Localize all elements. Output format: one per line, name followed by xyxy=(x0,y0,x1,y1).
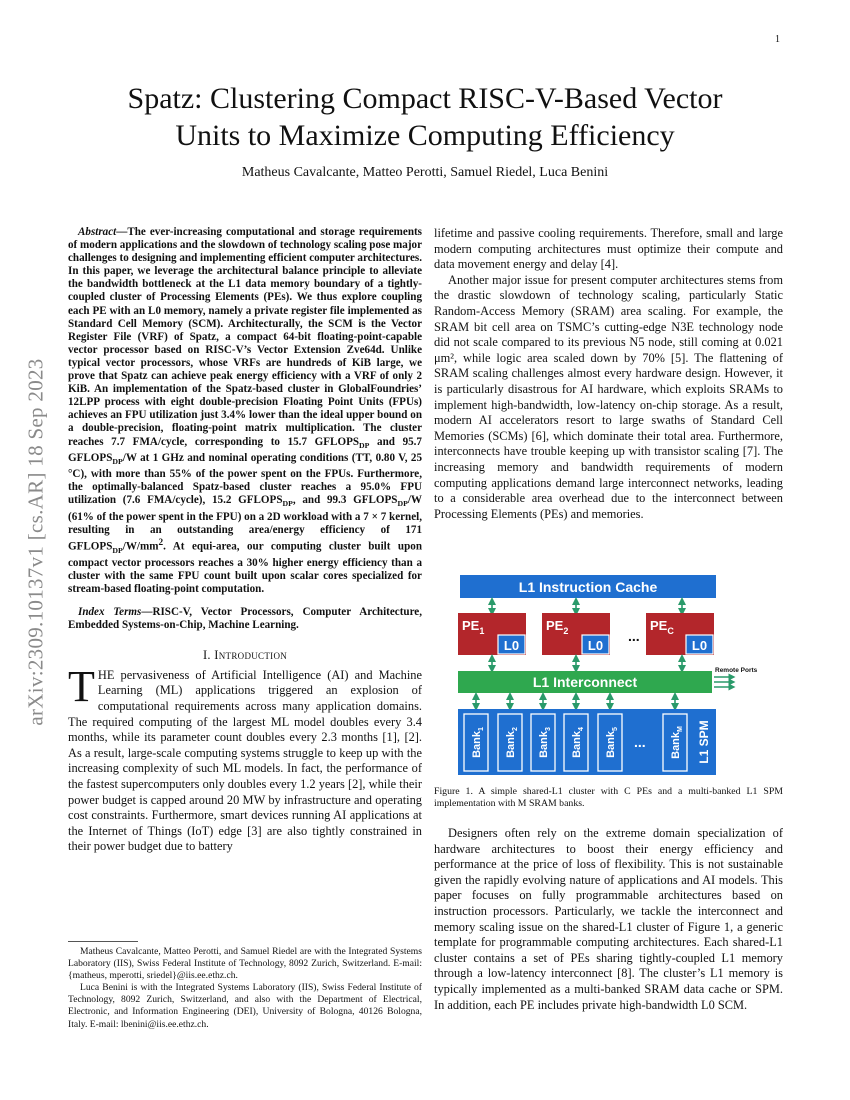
spm-label: L1 SPM xyxy=(697,720,711,764)
section-heading-introduction: I. Introduction xyxy=(202,648,288,663)
paragraph-3: Designers often rely on the extreme domain specialization of hardware architectures to boost their energy efficiency and performance at the price of loss of flexibility. This is not sustainable given the rapidly evolving nature of applications and AI models. This paper focuses on fully programmable architectures based on instruction processors. Particularly, we tackle the interconnect and memory scaling issue on the shared-L1 cluster of Figure 1, a generic template for programmable computing architectures. Each shared-L1 cluster contains a set of PEs sharing tightly-coupled L1 memory through a low-latency interconnect [8]. The cluster’s L1 memory is typically implemented as a multi-banked SRAM data cache or SPM. In addition, each PE includes private high-bandwidth L0 SCM. xyxy=(434,826,783,1012)
paragraph-1: lifetime and passive cooling requirements. Therefore, small and large modern computing architectures must optimize their compute and data movement energy and delay [4]. xyxy=(434,226,783,272)
abstract-text: The ever-increasing computational and storage requirements of modern applications and the slowdown of technology scaling pose major challenges to designing and implementing efficient computer architectures. In this paper, we leverage the architectural balance principle to alleviate the bandwidth bottleneck at the L1 data memory boundary of a tightly-coupled cluster of Processing Elements (PEs). We thus explore coupling each PE with an L0 memory, namely a private register file implemented as Standard Cell Memory (SCM). Architecturally, the SCM is the Vector Register File (VRF) of Spatz, a compact 64-bit floating-point-capable vector processor based on RISC-V’s Vector Extension Zve64d. Unlike typical vector processors, whose VRFs are hundreds of KiB large, we prove that Spatz can achieve peak energy efficiency with a VRF of only 2 KiB. An implementation of the Spatz-based cluster in GlobalFoundries’ 12LPP process with eight double-precision Floating Point Units (FPUs) achieves an FPU utilization just 3.4% lower than the ideal upper bound on a double-precision, floating-point matrix multiplication. The cluster reaches 7.7 FMA/cycle, corresponding to 15.7 GFLOPS xyxy=(68,226,422,448)
svg-text:PE2: $PE_2$ xyxy=(546,618,569,636)
page-number: 1 xyxy=(775,34,780,45)
interconnect-label: L1 Interconnect xyxy=(532,674,638,690)
pe-1-block xyxy=(458,613,526,655)
bank-label-m: Bank$_M$ xyxy=(670,726,684,759)
right-column xyxy=(434,226,783,522)
intro-paragraph xyxy=(68,661,422,855)
arxiv-identifier-text: arXiv:2309.10137v1 [cs.AR] 18 Sep 2023 xyxy=(23,358,48,726)
footnote-affiliation-1: Matheus Cavalcante, Matteo Perotti, and Samuel Riedel are with the Integrated Systems Laboratory (IIS), Swiss Federal Institute of Technology, 8092 Zurich, Switzerland. E-mail: {matheus, mperotti, sriedel}@iis.ee.ethz.ch. xyxy=(68,946,422,982)
index-terms: Index Terms—RISC-V, Vector Processors, Computer Architecture, Embedded Systems-on-Chip, Machine Learning. xyxy=(68,606,422,632)
bank-label-5: Bank$_5$ xyxy=(605,727,619,758)
title-line-1: Spatz: Clustering Compact RISC-V-Based Vector xyxy=(127,82,723,115)
instruction-cache-label: L1 Instruction Cache xyxy=(518,579,658,595)
paper-title xyxy=(60,80,790,154)
drop-cap: T xyxy=(68,661,95,711)
title-line-2: Units to Maximize Computing Efficiency xyxy=(175,119,675,152)
abstract: Abstract—The ever-increasing computational and storage requirements of modern applications and the slowdown of technology scaling pose major challenges to designing and implementing efficient computer architectures. In this paper, we leverage the architectural balance principle to alleviate the bandwidth bottleneck at the L1 data memory boundary of a tightly-coupled cluster of Processing Elements (PEs). We thus explore coupling each PE with an L0 memory, namely a private register file implemented as Standard Cell Memory (SCM). Architecturally, the SCM is the Vector Register File (VRF) of Spatz, a compact 64-bit floating-point-capable vector processor based on RISC-V’s Vector Extension Zve64d. Unlike typical vector processors, whose VRFs are hundreds of KiB large, we prove that Spatz can achieve peak energy efficiency with a VRF of only 2 KiB. An implementation of the Spatz-based cluster in GlobalFoundries’ 12LPP process with eight double-precision Floating Point Units (FPUs) achieves an FPU utilization just 3.4% lower than the ideal upper bound on a double-precision, floating-point matrix multiplication. The cluster reaches 7.7 FMA/cycle, corresponding to 15.7 $GFLOPS_{DP}$ and 95.7 $GFLOPS_{DP}/W$ at 1 GHz and nominal operating conditions (TT, 0.80 V, 25 °C), with more than 55% of the power spent on the FPUs. Furthermore, the optimally-balanced Spatz-based cluster reaches a 95.0% FPU utilization (7.6 FMA/cycle), 15.2 $GFLOPS_{DP}$, and 99.3 $GFLOPS_{DP}/W$ (61% of the power spent in the FPU) on a 2D workload with a 7 × 7 kernel, resulting in an outstanding area/energy efficiency of 171 $GFLOPS_{DP}/W/mm^2$. At equi-area, our computing cluster built upon compact vector processors reaches a 30% higher energy efficiency than a cluster with the same FPU count built upon scalar cores specialized for stream-based floating-point computation. xyxy=(68,226,423,595)
svg-text:PEC: $PE_C$ xyxy=(650,618,674,636)
pe-2-block xyxy=(542,613,610,655)
index-terms-text: RISC-V, Vector Processors, Computer Architecture, Embedded Systems-on-Chip, Machine Learning. xyxy=(68,606,422,632)
pe-ellipsis: ... xyxy=(628,628,640,644)
footnote-affiliation-2: Luca Benini is with the Integrated Systems Laboratory (IIS), Swiss Federal Institute of Technology, 8092 Zurich, Switzerland, and also with the Department of Electrical, Electronic, and Information Engineering (DEI), University of Bologna, 40126 Bologna, Italy. E-mail: lbenini@iis.ee.ethz.ch. xyxy=(68,982,422,1030)
author-list: Matheus Cavalcante, Matteo Perotti, Samuel Riedel, Luca Benini xyxy=(241,165,609,180)
svg-text:PE1: $PE_1$ xyxy=(462,618,485,636)
bank-label-2: Bank$_2$ xyxy=(505,727,519,758)
bank-label-1: Bank$_1$ xyxy=(471,727,485,758)
bank-label-3: Bank$_3$ xyxy=(538,727,552,758)
paragraph-2: Another major issue for present computer architectures stems from the drastic slowdown of technology scaling, particularly Static Random-Access Memory (SRAM) area scaling. For example, the SRAM bit cell area on TSMC’s cutting-edge N3E technology node did not scale compared to its previous N5 node, still coming at 0.021 μm², while logic area scaled down by 70% [5]. The flattening of SRAM scaling challenges almost every hardware design. However, it is particularly disastrous for AI hardware, which exploits SRAMs to implement high-bandwidth, low-latency on-chip storage. As a result, modern AI accelerators resort to large swaths of Standard Cell Memories (SCMs) [6], which dominate their total area. Furthermore, interconnects have trouble keeping up with transistor scaling [7]. The increasing memory and bandwidth requirements of modern computing applications demand large interconnect networks, leading to a considerable area overhead due to the interconnect between Processing Elements (PEs) and memories. xyxy=(434,272,783,521)
svg-text:L0: L0 xyxy=(587,638,604,653)
index-terms-label: Index Terms xyxy=(78,606,142,619)
footnotes xyxy=(68,946,422,1031)
svg-text:L0: L0 xyxy=(691,638,708,653)
abstract-label: Abstract xyxy=(78,226,117,238)
figure-caption: Figure 1. A simple shared-L1 cluster with C PEs and a multi-banked L1 SPM implementation with M SRAM banks. xyxy=(434,786,783,810)
bank-label-4: Bank$_4$ xyxy=(571,727,585,758)
intro-text: HE pervasiveness of Artificial Intelligence (AI) and Machine Learning (ML) applications triggered an explosion of computational requirements across many application domains. The required computing of the largest ML model doubles every 3.4 months, while its parameter count doubles every 2.3 months [1], [2]. As a result, large-scale computing systems struggle to keep up with the increasing complexity of such ML models. In fact, the performance of the fastest supercomputers only doubles every 1.2 years [2], while their power budget is capped around 20 MW by infrastructure and operating cost constraints. Furthermore, smart devices running AI applications at the Internet of Things (IoT) edge [3] are also tightly constrained in their power budget due to battery xyxy=(68,667,422,854)
pe-c-block xyxy=(646,613,714,655)
remote-ports-label: Remote Ports xyxy=(715,667,758,674)
footnote-rule xyxy=(68,941,138,942)
right-column-lower xyxy=(434,826,783,1013)
bank-ellipsis: ... xyxy=(634,734,646,750)
cluster-figure xyxy=(456,575,786,780)
arxiv-identifier xyxy=(14,292,58,792)
bank-arrows xyxy=(476,696,675,707)
left-column xyxy=(68,226,422,855)
svg-text:L0: L0 xyxy=(503,638,520,653)
